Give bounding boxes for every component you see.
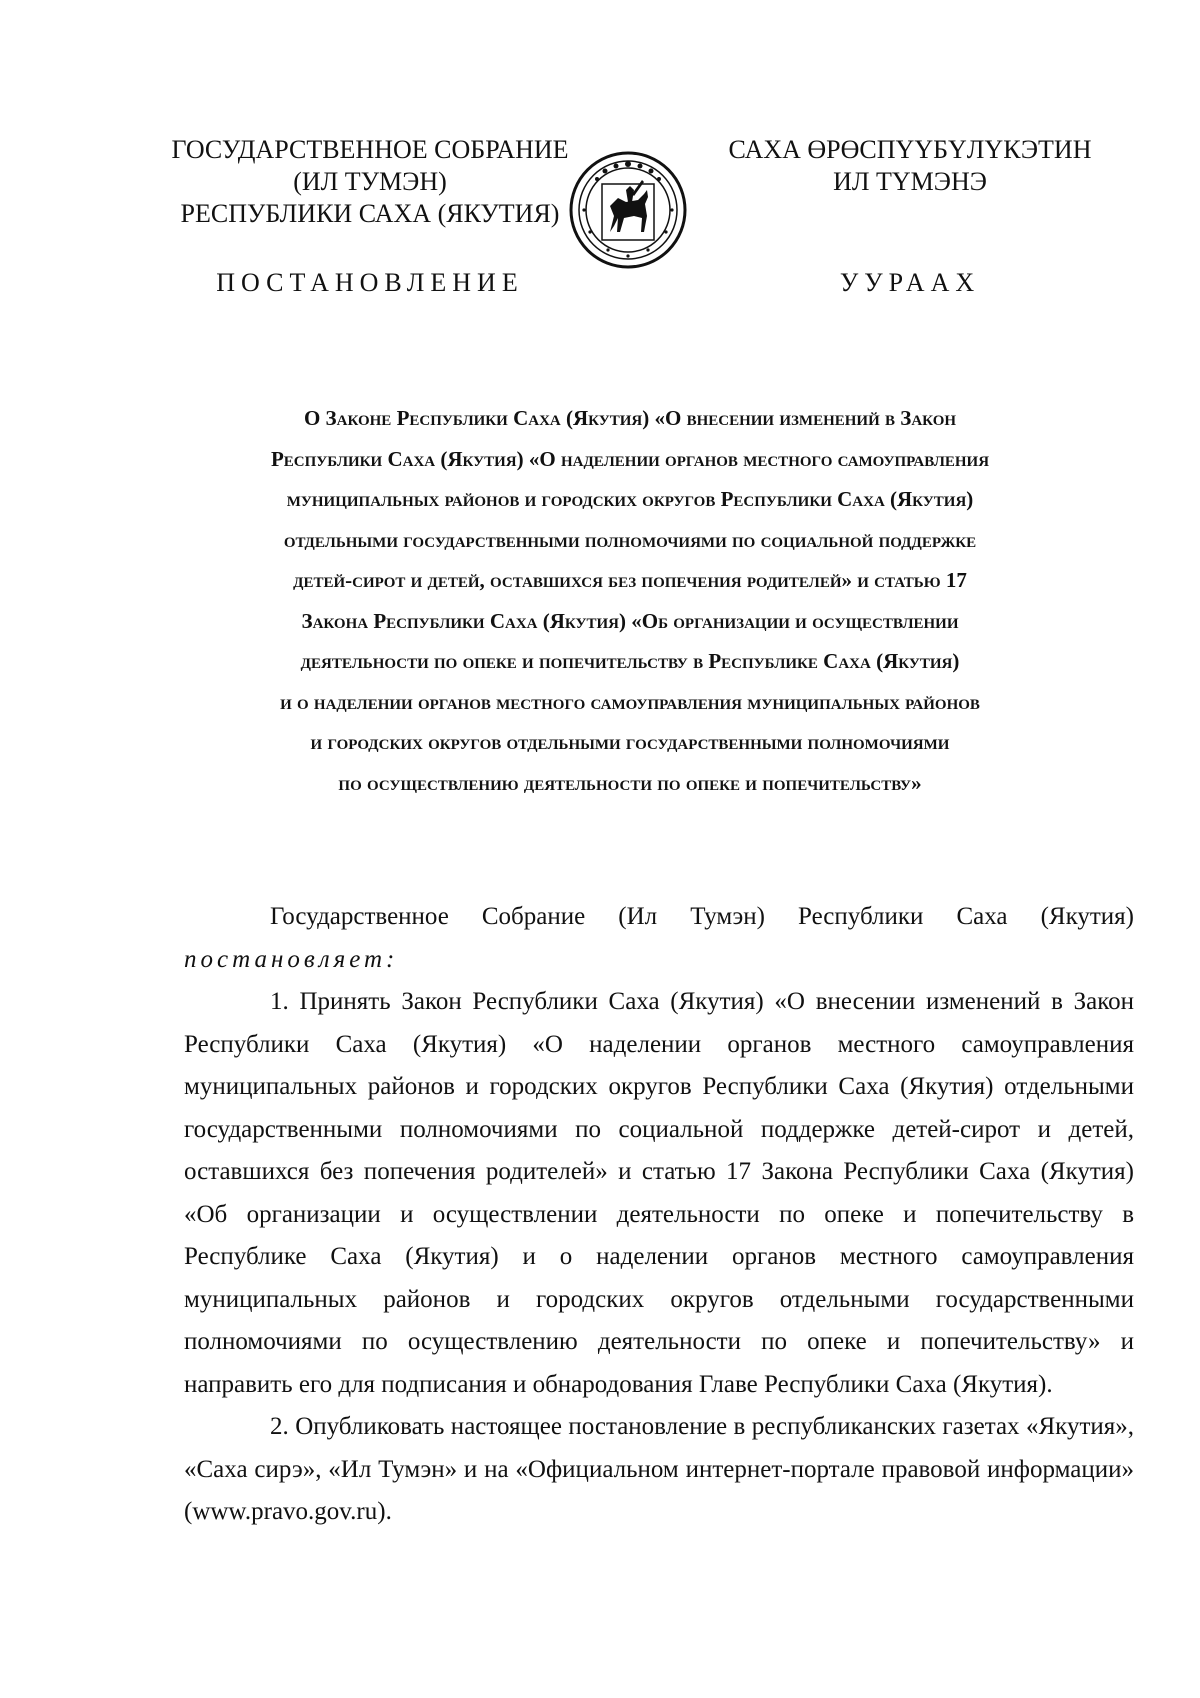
header-right-line: ИЛ ТҮМЭНЭ — [833, 167, 987, 196]
item-2-paragraph: 2. Опубликовать настоящее постановление в республиканских газетах «Якутия», «Саха сирэ», «Ил Тумэн» и на «Официальном интернет-портале правовой информации» (www.pravo.gov.ru). — [184, 1413, 1134, 1525]
title-line: по осуществлению деятельности по опеке и попечительству» — [338, 770, 922, 795]
title-line: муниципальных районов и городских округов Республики Саха (Якутия) — [286, 487, 974, 511]
sakha-coat-of-arms-icon — [568, 150, 688, 270]
header-left-line: ГОСУДАРСТВЕННОЕ СОБРАНИЕ — [171, 135, 569, 164]
header-right-sakha — [720, 134, 1100, 198]
title-line: и городских округов отдельными государственными полномочиями — [310, 730, 950, 754]
title-line: деятельности по опеке и попечительству в Республике Саха (Якутия) — [300, 649, 960, 673]
document-body — [184, 896, 1134, 1534]
item-1-paragraph: 1. Принять Закон Республики Саха (Якутия) «О внесении изменений в Закон Республики Саха (Якутия) «О наделении органов местного самоуправления муниципальных районов и городских округов Республики Саха (Якутия) отдельными государственными полномочиями по социальной поддержке детей-сирот и детей, оставшихся без попечения родителей» и статью 17 Закона Республики Саха (Якутия) «Об организации и осуществлении деятельности по опеке и попечительству в Республике Саха (Якутия) и о наделении органов местного самоуправления муниципальных районов и городских округов отдельными государственными полномочиями по осуществлению деятельности по опеке и попечительству» и направить его для подписания и обнародования Главе Республики Саха (Якутия). — [184, 988, 1134, 1398]
preamble-paragraph — [184, 896, 1134, 981]
doc-type-ru: ПОСТАНОВЛЕНИЕ — [216, 268, 524, 297]
title-line: О Законе Республики Саха (Якутия) «О внесении изменений в Закон — [303, 406, 957, 430]
header-left-ru — [160, 134, 580, 230]
title-line: Республики Саха (Якутия) «О наделении органов местного самоуправления — [270, 446, 990, 471]
title-line: детей-сирот и детей, оставшихся без попечения родителей» и статью 17 — [293, 568, 967, 592]
header-right-line: САХА ӨРӨСПҮҮБҮЛҮКЭТИН — [728, 135, 1092, 164]
header-left-line: РЕСПУБЛИКИ САХА (ЯКУТИЯ) — [180, 199, 560, 228]
document-title — [190, 398, 1070, 803]
title-line: и о наделении органов местного самоуправления муниципальных районов — [280, 689, 980, 714]
title-line: отдельными государственными полномочиями по социальной поддержке — [283, 527, 977, 552]
preamble-text: Государственное Собрание (Ил Тумэн) Республики Саха (Якутия) — [270, 903, 1134, 930]
header-left-line: (ИЛ ТУМЭН) — [293, 167, 447, 196]
preamble-verb: постановляет: — [184, 945, 399, 973]
title-line: Закона Республики Саха (Якутия) «Об организации и осуществлении — [301, 608, 959, 633]
doc-type-sakha: УУРААХ — [839, 268, 981, 297]
